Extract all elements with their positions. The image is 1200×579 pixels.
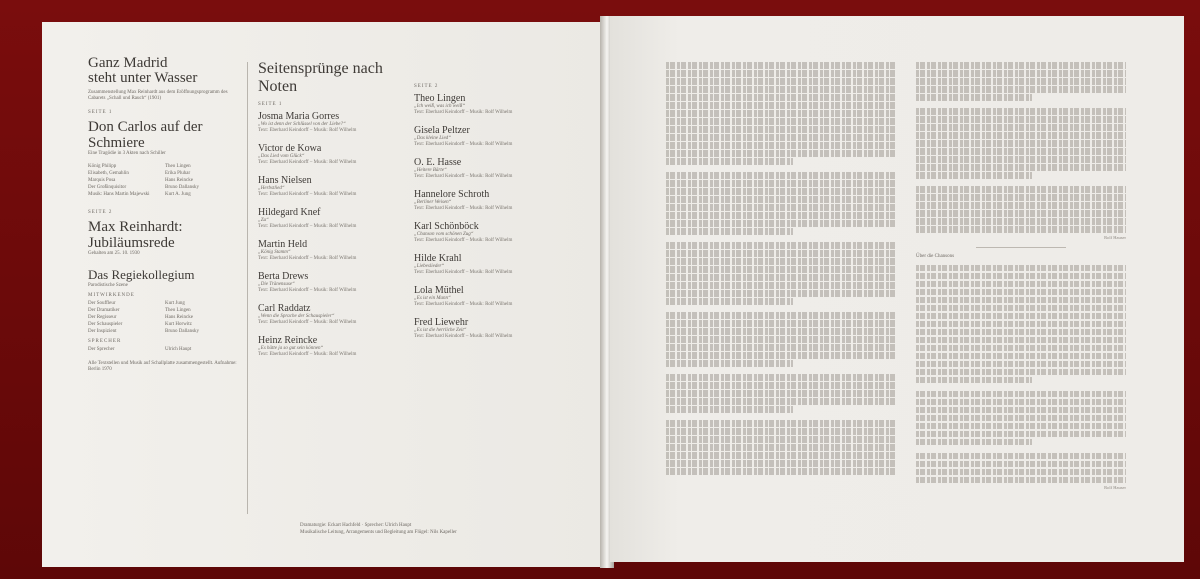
cast-role: König Philipp <box>88 164 117 169</box>
text-line <box>916 477 1126 484</box>
artist-entry <box>414 221 566 244</box>
text-line <box>916 156 1126 163</box>
cast-actor: Bruno Dallansky <box>165 185 200 190</box>
text-line <box>666 352 896 359</box>
text-line <box>916 321 1126 328</box>
text-line <box>666 134 896 141</box>
text-line <box>666 390 896 397</box>
artist-entry <box>258 239 418 262</box>
cast-actor: Kurt Horwitz <box>165 322 192 327</box>
artist-entry <box>414 189 566 212</box>
cast-actor: Bruno Dallansky <box>165 329 200 334</box>
text-line <box>916 226 1126 233</box>
text-line <box>666 444 896 451</box>
text-line <box>916 469 1126 476</box>
artist-entry <box>258 335 418 358</box>
song-credit: Text: Eberhard Keindorff – Musik: Rolf Wilhelm <box>414 174 513 179</box>
text-line <box>666 460 896 467</box>
artist-entry <box>414 253 566 276</box>
song-credit: Text: Eberhard Keindorff – Musik: Rolf Wilhelm <box>258 224 357 229</box>
text-line <box>666 428 896 435</box>
text-line <box>666 320 896 327</box>
song-title: „Wo ist denn der Schlüssel von der Liebe?“ <box>258 122 346 127</box>
middle-column-side2 <box>414 66 566 340</box>
text-line <box>916 273 1126 280</box>
artist-name: Martin Held <box>258 239 308 250</box>
text-line <box>916 132 1126 139</box>
artist-name: Berta Drews <box>258 271 309 282</box>
artist-name: Hans Nielsen <box>258 175 312 186</box>
song-credit: Text: Eberhard Keindorff – Musik: Rolf Wilhelm <box>258 128 357 133</box>
artist-name: Gisela Peltzer <box>414 125 470 136</box>
text-line <box>916 281 1126 288</box>
cast-actor: Erika Pluhar <box>165 171 191 176</box>
text-line <box>666 274 896 281</box>
artist-entry <box>258 303 418 326</box>
artist-name: Fred Liewehr <box>414 317 469 328</box>
middle-title: Seitensprünge nach Noten <box>258 60 383 95</box>
text-line <box>666 468 896 475</box>
cast-actor: Hans Reincke <box>165 315 193 320</box>
text-line <box>666 126 896 133</box>
text-line <box>666 406 793 413</box>
footer-line2: Musikalische Leitung, Arrangements und Begleitung am Flügel: Nils Kapeller <box>300 530 457 535</box>
song-title: „Das Lied vom Glück“ <box>258 154 305 159</box>
artist-name: Victor de Kowa <box>258 143 322 154</box>
text-line <box>916 431 1126 438</box>
liner-notes-column-2 <box>916 62 1126 492</box>
production-notes: Alle Textstellen und Musik auf Schallplatte zusammengestellt. Aufnahme: Berlin 1970 <box>88 361 237 372</box>
artist-entry <box>414 125 566 148</box>
text-line <box>916 94 1032 101</box>
text-line <box>666 142 896 149</box>
piece2-title: Max Reinhardt: Jubiläumsrede <box>88 219 183 251</box>
song-title: „Wenn die Sprache der Schauspieler“ <box>258 314 335 319</box>
text-line <box>916 361 1126 368</box>
song-credit: Text: Eberhard Keindorff – Musik: Rolf Wilhelm <box>258 288 357 293</box>
artist-entry <box>414 93 566 116</box>
text-line <box>916 439 1032 446</box>
divider <box>976 247 1066 248</box>
footer-line1: Dramaturgie: Eckart Hachfeld · Sprecher: Ulrich Haupt <box>300 523 412 528</box>
song-credit: Text: Eberhard Keindorff – Musik: Rolf Wilhelm <box>414 110 513 115</box>
song-title: „Zu“ <box>258 218 269 223</box>
text-line <box>916 78 1126 85</box>
piece1-title: Don Carlos auf der Schmiere <box>88 119 203 151</box>
album-title-line2: steht unter Wasser <box>88 70 198 86</box>
text-line <box>666 266 896 273</box>
text-line <box>666 204 896 211</box>
cast3-list <box>88 300 238 335</box>
artist-entry <box>258 143 418 166</box>
piece2-subtitle: Gehalten am 25. 10. 1930 <box>88 251 140 256</box>
text-line <box>916 289 1126 296</box>
text-line <box>666 188 896 195</box>
piece3-title: Das Regiekollegium <box>88 267 195 282</box>
text-line <box>666 172 896 179</box>
text-line <box>666 360 793 367</box>
song-title: „Berliner Weisen“ <box>414 200 452 205</box>
text-line <box>666 196 896 203</box>
text-line <box>666 118 896 125</box>
text-line <box>916 210 1126 217</box>
text-line <box>666 312 896 319</box>
middle-side2-label: SEITE 2 <box>414 84 439 89</box>
cast-role: Der Inspizient <box>88 329 117 334</box>
song-title: „Es ist ein Mann“ <box>414 296 451 301</box>
song-credit: Text: Eberhard Keindorff – Musik: Rolf Wilhelm <box>414 334 513 339</box>
text-line <box>666 282 896 289</box>
text-line <box>916 377 1032 384</box>
song-title: „Chanson vom schönen Zug“ <box>414 232 474 237</box>
middle-side1-label: SEITE 1 <box>258 102 283 107</box>
text-line <box>666 102 896 109</box>
artist-name: Karl Schönböck <box>414 221 479 232</box>
text-line <box>666 62 896 69</box>
side1-label: SEITE 1 <box>88 110 113 115</box>
song-title: „Liebeslieder“ <box>414 264 445 269</box>
artist-entry <box>414 157 566 180</box>
text-line <box>666 298 793 305</box>
text-line <box>916 305 1126 312</box>
text-line <box>916 172 1032 179</box>
cast-role: Der Schauspieler <box>88 322 123 327</box>
text-line <box>666 436 896 443</box>
cast-role: Der Souffleur <box>88 301 116 306</box>
section-subhead: Über die Chansons <box>916 254 955 259</box>
text-line <box>666 212 896 219</box>
artist-name: Hildegard Knef <box>258 207 321 218</box>
text-line <box>916 391 1126 398</box>
text-line <box>666 328 896 335</box>
text-line <box>916 461 1126 468</box>
text-line <box>916 70 1126 77</box>
song-title: „König Stamm“ <box>258 250 291 255</box>
text-line <box>666 398 896 405</box>
liner-notes-column-1 <box>666 62 896 492</box>
artist-name: Heinz Reincke <box>258 335 318 346</box>
song-credit: Text: Eberhard Keindorff – Musik: Rolf Wilhelm <box>258 192 357 197</box>
cast-actor: Theo Lingen <box>165 164 191 169</box>
column-divider <box>247 62 248 514</box>
middle-column-side1 <box>258 60 418 358</box>
text-line <box>666 382 896 389</box>
text-line <box>666 258 896 265</box>
text-line <box>916 62 1126 69</box>
text-line <box>916 186 1126 193</box>
text-line <box>916 407 1126 414</box>
piece3-subtitle: Parodistische Szene <box>88 283 128 288</box>
text-line <box>666 250 896 257</box>
text-line <box>916 399 1126 406</box>
artist-entry <box>258 207 418 230</box>
body-text-lines <box>916 265 1126 484</box>
middle-footer <box>300 522 570 536</box>
text-line <box>916 297 1126 304</box>
artist-name: Theo Lingen <box>414 93 466 104</box>
song-credit: Text: Eberhard Keindorff – Musik: Rolf Wilhelm <box>258 352 357 357</box>
text-line <box>916 337 1126 344</box>
text-line <box>666 86 896 93</box>
text-line <box>916 369 1126 376</box>
cast-role: Der Großinquisitor <box>88 185 127 190</box>
song-credit: Text: Eberhard Keindorff – Musik: Rolf Wilhelm <box>258 320 357 325</box>
text-line <box>666 70 896 77</box>
body-text-lines <box>916 62 1126 233</box>
text-line <box>666 110 896 117</box>
cast-role: Elisabeth, Gemahlin <box>88 171 129 176</box>
artist-name: Hannelore Schroth <box>414 189 490 200</box>
text-line <box>916 202 1126 209</box>
text-line <box>916 453 1126 460</box>
cast-actor: Kurt Jung <box>165 301 185 306</box>
piece1-subtitle: Eine Tragödie in 3 Akten nach Schiller <box>88 151 166 156</box>
text-line <box>916 345 1126 352</box>
text-line <box>916 415 1126 422</box>
artist-entry <box>414 317 566 340</box>
song-title: „Ich weiß, was ich weiß“ <box>414 104 465 109</box>
intro-text: Zusammenstellung Max Reinhardt aus dem Eröffnungsprogramm des Cabarets „Schall und Rauch“ (1901) <box>88 90 228 101</box>
cast3-label2: SPRECHER <box>88 339 122 344</box>
artist-name: Josma Maria Gorres <box>258 111 340 122</box>
text-line <box>666 180 896 187</box>
artist-name: Hilde Krahl <box>414 253 462 264</box>
song-credit: Text: Eberhard Keindorff – Musik: Rolf Wilhelm <box>414 302 513 307</box>
text-line <box>666 420 896 427</box>
text-line <box>666 94 896 101</box>
text-line <box>666 150 896 157</box>
cast-note: Musik: Hans Martin Majewski <box>88 192 150 197</box>
artist-entry <box>258 175 418 198</box>
artist-name: Lola Müthel <box>414 285 464 296</box>
text-line <box>666 452 896 459</box>
text-line <box>916 313 1126 320</box>
left-column <box>88 56 238 373</box>
cast-actor: Ulrich Haupt <box>165 347 192 352</box>
artist-name: Carl Raddatz <box>258 303 311 314</box>
cast-role: Der Regisseur <box>88 315 117 320</box>
song-credit: Text: Eberhard Keindorff – Musik: Rolf Wilhelm <box>414 206 513 211</box>
artist-entry <box>414 285 566 308</box>
text-line <box>666 344 896 351</box>
song-credit: Text: Eberhard Keindorff – Musik: Rolf Wilhelm <box>414 142 513 147</box>
text-line <box>916 148 1126 155</box>
cast3-label: MITWIRKENDE <box>88 293 135 298</box>
text-line <box>666 228 793 235</box>
song-credit: Text: Eberhard Keindorff – Musik: Rolf Wilhelm <box>258 160 357 165</box>
text-line <box>916 108 1126 115</box>
signature-1: Rolf Hauser <box>1104 234 1126 240</box>
cast1-list <box>88 163 238 198</box>
song-credit: Text: Eberhard Keindorff – Musik: Rolf Wilhelm <box>414 270 513 275</box>
side2-label: SEITE 2 <box>88 210 113 215</box>
text-line <box>666 158 793 165</box>
text-line <box>916 124 1126 131</box>
text-line <box>916 140 1126 147</box>
cast3b-list <box>88 346 238 353</box>
cast-role: Marquis Posa <box>88 178 116 183</box>
artist-name: O. E. Hasse <box>414 157 462 168</box>
song-title: „Es ist die herrliche Zeit“ <box>414 328 467 333</box>
song-title: „Das kleine Lied“ <box>414 136 451 141</box>
cast-extra: Kurt A. Jung <box>165 192 191 197</box>
text-line <box>666 374 896 381</box>
text-line <box>916 218 1126 225</box>
song-title: „Herbstlied“ <box>258 186 285 191</box>
signature-2: Rolf Hauser <box>1104 485 1126 490</box>
artist-entry <box>258 111 418 134</box>
text-line <box>916 164 1126 171</box>
song-title: „Es hätte ja so gut sein können“ <box>258 346 324 351</box>
text-line <box>666 336 896 343</box>
cast-actor: Theo Lingen <box>165 308 191 313</box>
text-line <box>666 220 896 227</box>
text-line <box>916 423 1126 430</box>
text-line <box>916 265 1126 272</box>
song-title: „Die Tränensuse“ <box>258 282 295 287</box>
artist-entry <box>258 271 418 294</box>
text-line <box>916 329 1126 336</box>
text-line <box>916 353 1126 360</box>
cast-role: Der Dramatiker <box>88 308 120 313</box>
song-credit: Text: Eberhard Keindorff – Musik: Rolf Wilhelm <box>414 238 513 243</box>
text-line <box>666 78 896 85</box>
song-title: „Heitere Bärte“ <box>414 168 447 173</box>
text-line <box>916 116 1126 123</box>
cast-actor: Hans Reincke <box>165 178 193 183</box>
text-line <box>666 242 896 249</box>
cast-role: Der Sprecher <box>88 347 115 352</box>
body-text-lines <box>666 62 896 475</box>
text-line <box>666 290 896 297</box>
text-line <box>916 86 1126 93</box>
song-credit: Text: Eberhard Keindorff – Musik: Rolf Wilhelm <box>258 256 357 261</box>
album-title-line1: Ganz Madrid <box>88 55 168 71</box>
text-line <box>916 194 1126 201</box>
